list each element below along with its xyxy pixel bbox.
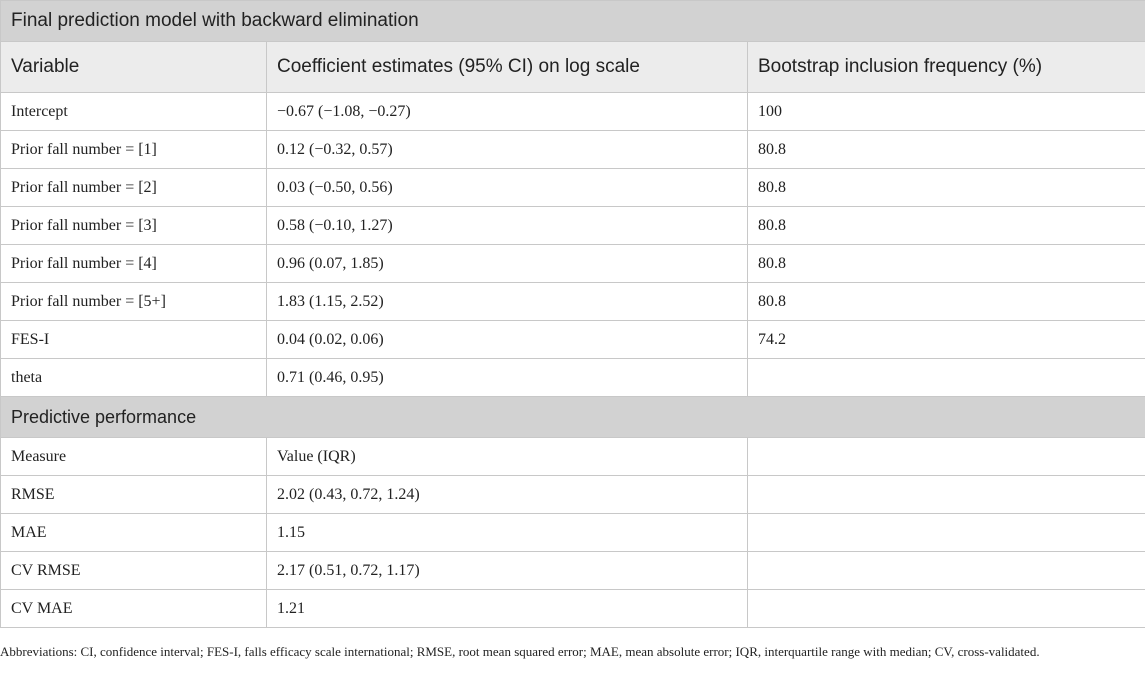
- cell-value: 1.15: [267, 514, 748, 552]
- cell-empty: [748, 514, 1145, 552]
- cell-bootstrap: 80.8: [748, 131, 1145, 169]
- section-title: Predictive performance: [1, 397, 1145, 438]
- cell-coefficient: 0.04 (0.02, 0.06): [267, 321, 748, 359]
- cell-variable: Intercept: [1, 93, 267, 131]
- cell-value: 2.02 (0.43, 0.72, 1.24): [267, 476, 748, 514]
- cell-bootstrap: 100: [748, 93, 1145, 131]
- cell-coefficient: −0.67 (−1.08, −0.27): [267, 93, 748, 131]
- header-row: [1, 42, 1145, 93]
- cell-value: Value (IQR): [267, 438, 748, 476]
- cell-variable: theta: [1, 359, 267, 397]
- header-bootstrap: Bootstrap inclusion frequency (%): [748, 42, 1145, 93]
- cell-measure: CV MAE: [1, 590, 267, 628]
- cell-bootstrap: [748, 359, 1145, 397]
- cell-coefficient: 1.83 (1.15, 2.52): [267, 283, 748, 321]
- cell-value: 1.21: [267, 590, 748, 628]
- table-row: [1, 476, 1145, 514]
- table-row: [1, 93, 1145, 131]
- table-caption: Final prediction model with backward elimination: [1, 1, 1145, 42]
- table-row: [1, 590, 1145, 628]
- table-caption-row: [1, 1, 1145, 42]
- table-row: [1, 438, 1145, 476]
- cell-measure: RMSE: [1, 476, 267, 514]
- cell-variable: Prior fall number = [1]: [1, 131, 267, 169]
- table-row: [1, 552, 1145, 590]
- table-row: [1, 359, 1145, 397]
- cell-measure: MAE: [1, 514, 267, 552]
- cell-empty: [748, 476, 1145, 514]
- header-coefficient: Coefficient estimates (95% CI) on log scale: [267, 42, 748, 93]
- cell-variable: FES-I: [1, 321, 267, 359]
- cell-bootstrap: 80.8: [748, 169, 1145, 207]
- cell-measure: Measure: [1, 438, 267, 476]
- cell-bootstrap: 80.8: [748, 283, 1145, 321]
- cell-empty: [748, 438, 1145, 476]
- cell-bootstrap: 80.8: [748, 207, 1145, 245]
- cell-value: 2.17 (0.51, 0.72, 1.17): [267, 552, 748, 590]
- cell-coefficient: 0.71 (0.46, 0.95): [267, 359, 748, 397]
- section-header-row: [1, 397, 1145, 438]
- cell-coefficient: 0.58 (−0.10, 1.27): [267, 207, 748, 245]
- cell-coefficient: 0.12 (−0.32, 0.57): [267, 131, 748, 169]
- cell-empty: [748, 552, 1145, 590]
- table-row: [1, 283, 1145, 321]
- cell-coefficient: 0.96 (0.07, 1.85): [267, 245, 748, 283]
- cell-empty: [748, 590, 1145, 628]
- table-row: [1, 131, 1145, 169]
- cell-variable: Prior fall number = [2]: [1, 169, 267, 207]
- table-row: [1, 207, 1145, 245]
- cell-variable: Prior fall number = [4]: [1, 245, 267, 283]
- header-variable: Variable: [1, 42, 267, 93]
- cell-bootstrap: 74.2: [748, 321, 1145, 359]
- cell-measure: CV RMSE: [1, 552, 267, 590]
- table-row: [1, 514, 1145, 552]
- cell-variable: Prior fall number = [3]: [1, 207, 267, 245]
- table-row: [1, 169, 1145, 207]
- cell-variable: Prior fall number = [5+]: [1, 283, 267, 321]
- table-footnote: Abbreviations: CI, confidence interval; FES-I, falls efficacy scale international; RMSE, root mean squared error; MAE, mean absolute error; IQR, interquartile range with median; CV, cross-validated.: [0, 644, 1040, 659]
- table-row: [1, 245, 1145, 283]
- cell-bootstrap: 80.8: [748, 245, 1145, 283]
- table-row: [1, 321, 1145, 359]
- cell-coefficient: 0.03 (−0.50, 0.56): [267, 169, 748, 207]
